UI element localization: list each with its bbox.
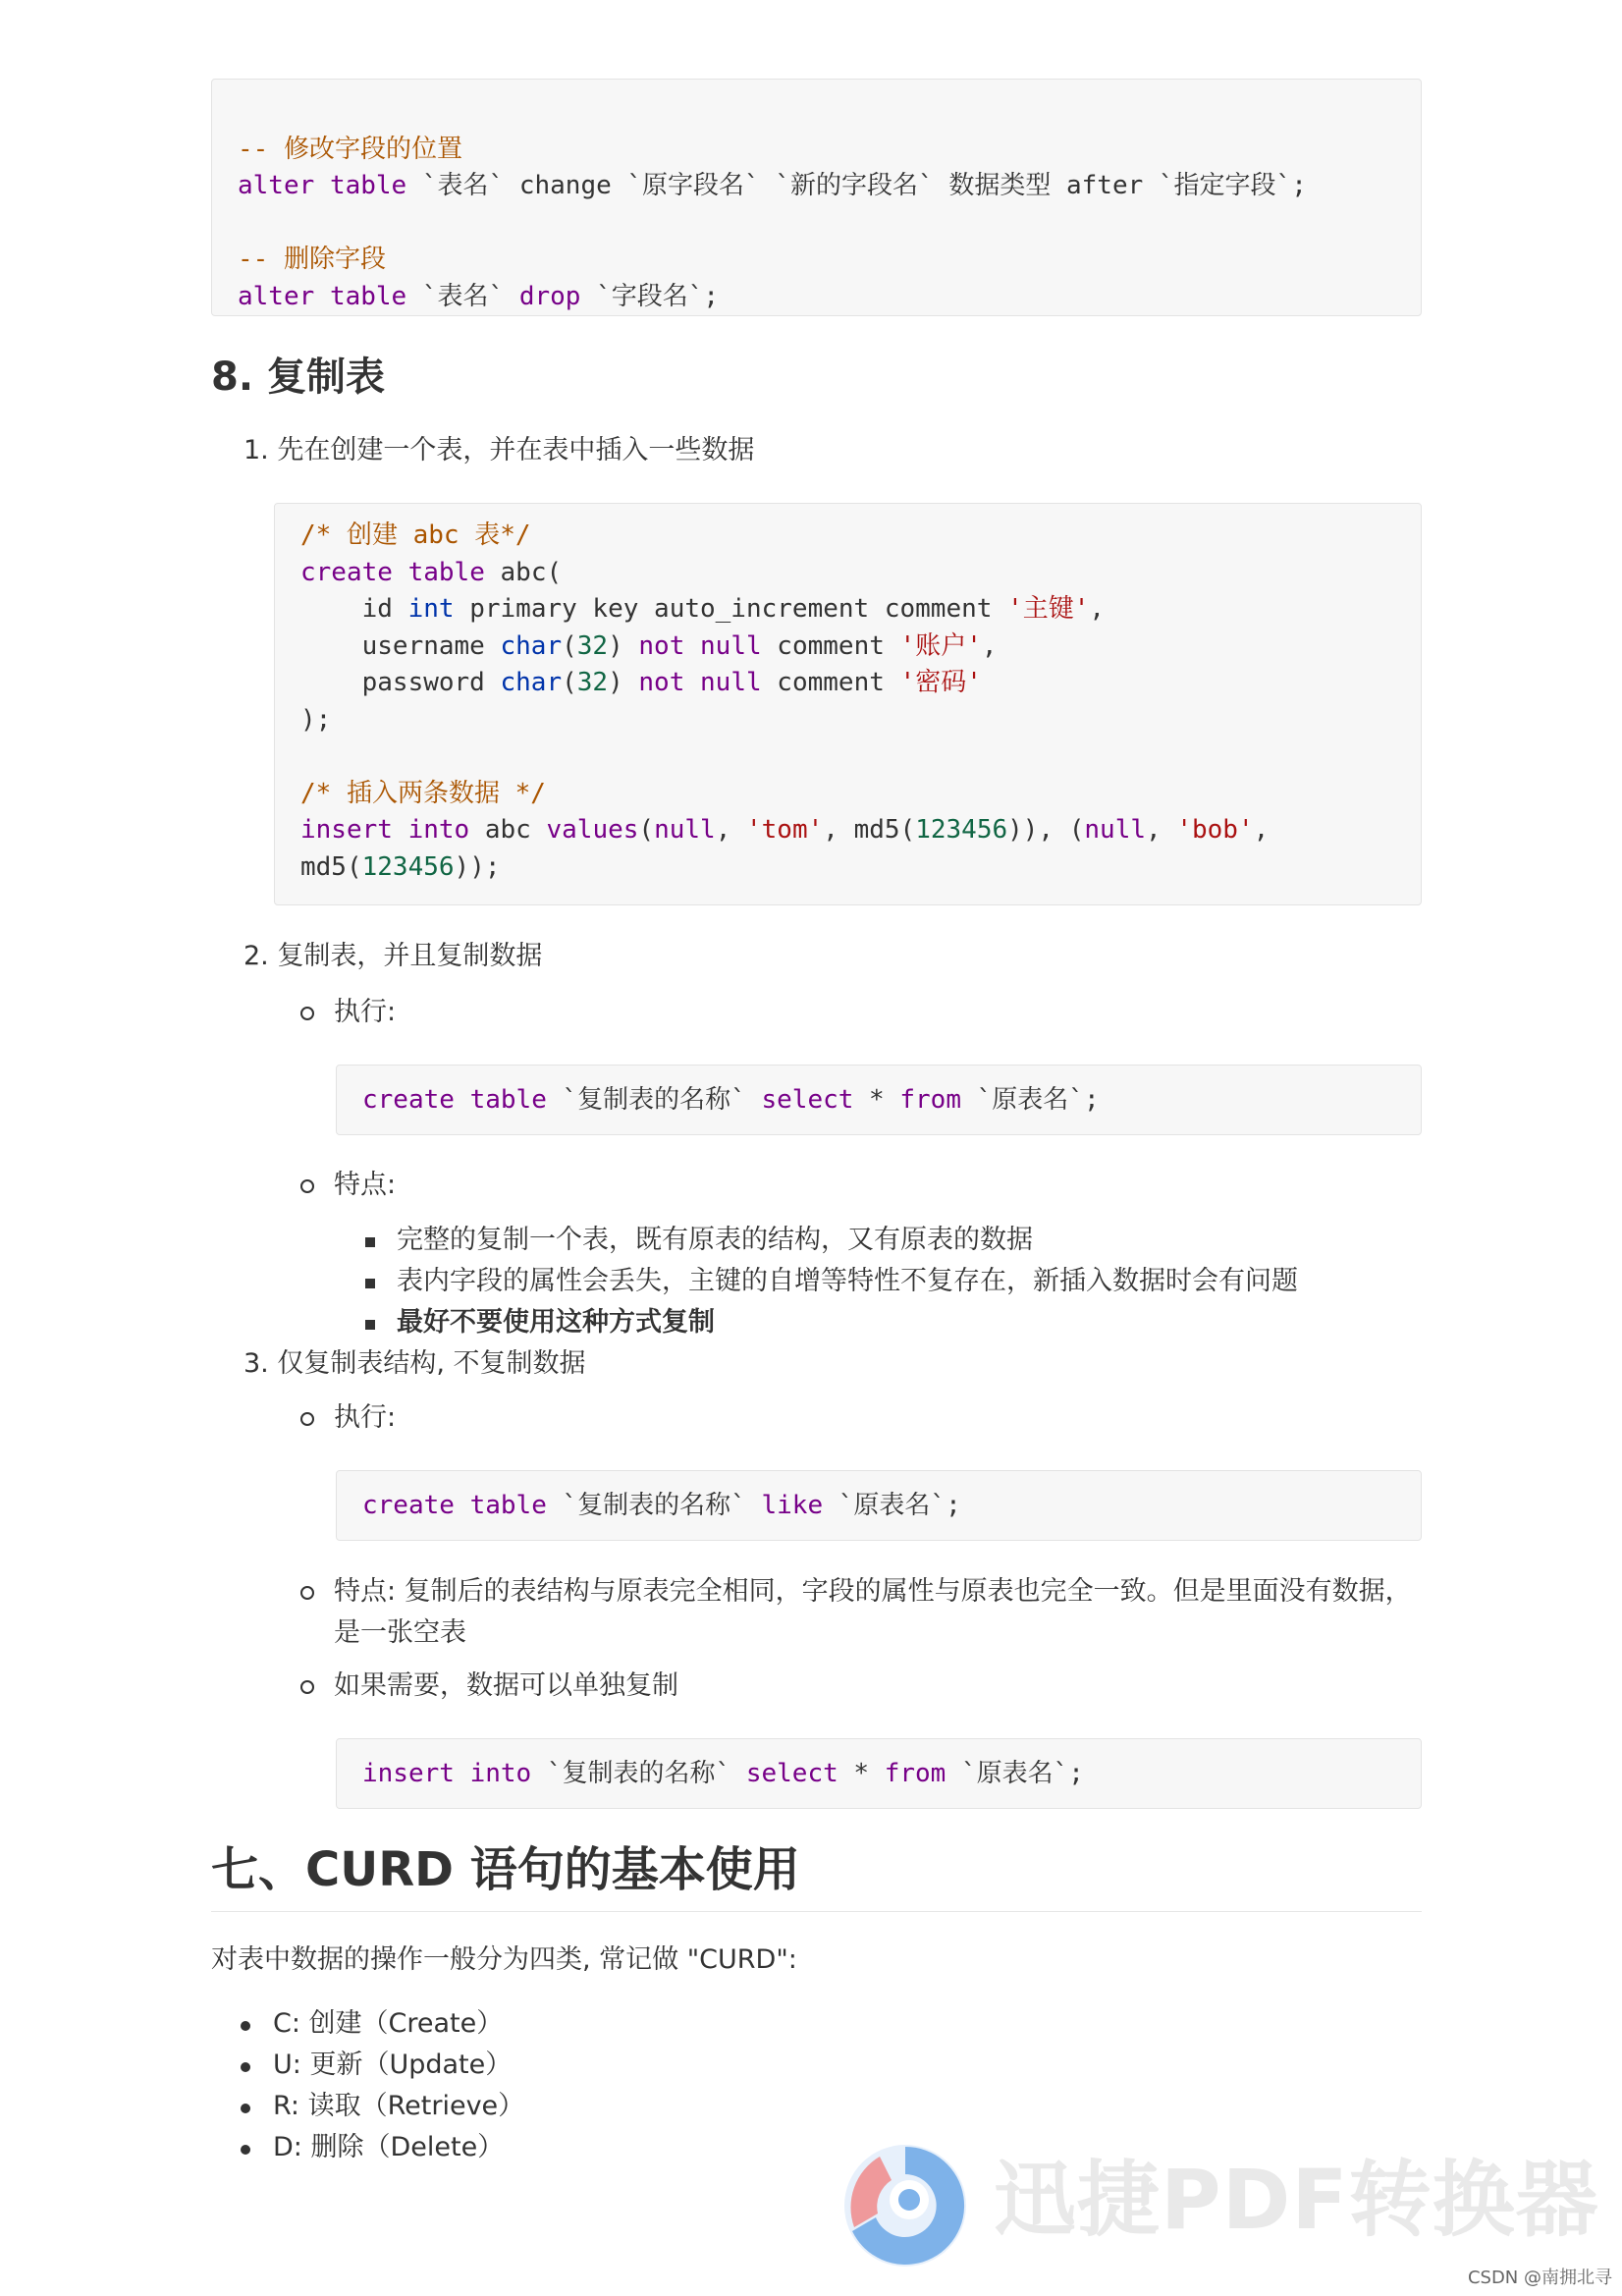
list-item-create-table: 1. 先在创建一个表，并在表中插入一些数据 [243,435,755,465]
code-token: insert [300,815,393,845]
code-token: ( [638,815,655,845]
code-line [300,591,1421,629]
sub-item-features-line1: 特点: 复制后的表结构与原表完全相同，字段的属性与原表也完全一致。但是里面没有数据， [334,1576,1412,1607]
sub-item-features: 特点: [334,1170,397,1200]
curd-item-update: U: 更新（Update） [273,2050,513,2080]
code-token: alter [238,171,315,200]
bullet-circle-icon [300,1412,314,1426]
code-token [314,171,330,200]
code-token: , md5( [823,815,916,845]
code-line [362,1756,1421,1793]
code-token: ) [608,668,639,697]
code-token: * [853,1085,900,1115]
code-token: '密码' [899,668,982,697]
code-line [300,849,1421,887]
code-token: * [838,1759,885,1788]
code-token: create [362,1085,455,1115]
code-token [455,1491,470,1520]
code-token: /* 创建 abc 表*/ [300,520,531,550]
code-token: table [469,1491,547,1520]
code-line [300,776,1421,813]
code-token: `表名` [406,281,519,311]
feature-item: 完整的复制一个表，既有原表的结构，又有原表的数据 [397,1225,1033,1255]
bullet-dot-icon [241,2021,250,2031]
code-token: not [638,668,685,697]
code-token: null [1084,815,1147,845]
code-token: password [300,668,501,697]
code-token: ( [562,668,577,697]
code-token: table [329,281,407,311]
code-token: 32 [576,630,609,661]
code-token: into [469,1759,532,1788]
code-token: null [654,815,716,845]
code-line [362,1488,1421,1525]
bullet-square-icon [365,1279,375,1288]
code-token: int [407,594,455,624]
code-token: -- 修改字段的位置 [238,134,462,164]
code-line [300,812,1421,849]
code-token: '主键' [1007,594,1090,624]
code-line [300,665,1421,702]
code-token: )); [454,851,501,882]
watermark-text: 迅捷PDF转换器 [994,2152,1599,2248]
sub-item-execute: 执行: [334,997,397,1027]
code-token: /* 插入两条数据 */ [300,778,546,808]
code-token: ); [300,704,332,735]
code-token: , [1089,594,1106,624]
code-line [300,518,1421,555]
code-token: `复制表的名称` [546,1085,762,1115]
code-token: from [884,1759,946,1788]
code-block-create-like [336,1470,1422,1541]
code-token: -- 删除字段 [238,245,386,274]
code-line [238,94,1421,132]
code-token: , [981,630,998,661]
code-token: table [469,1085,547,1115]
code-token: id [300,594,408,624]
code-line [238,279,1421,316]
code-block-insert-select [336,1738,1422,1809]
code-token: abc [469,815,547,845]
code-token [393,815,408,845]
curd-item-delete: D: 删除（Delete） [273,2132,505,2162]
code-token: `原表名`; [961,1085,1100,1115]
code-token: `复制表的名称` [546,1491,762,1520]
bullet-dot-icon [241,2145,250,2155]
code-line [300,738,1421,776]
code-token: into [407,815,470,845]
code-block-modify-fields [211,79,1422,316]
code-token [684,668,700,697]
bullet-circle-icon [300,1007,314,1020]
code-line [238,205,1421,243]
code-token: create [362,1491,455,1520]
code-token: from [899,1085,961,1115]
code-token: select [761,1085,854,1115]
code-token [393,558,408,587]
code-token: table [329,171,407,200]
bullet-dot-icon [241,2104,250,2113]
code-token: username [300,630,501,661]
code-token: null [700,668,762,697]
curd-item-retrieve: R: 读取（Retrieve） [273,2091,525,2121]
code-token: `字段名`; [580,281,720,311]
code-token: 'bob' [1176,815,1254,845]
curd-intro: 对表中数据的操作一般分为四类, 常记做 "CURD": [211,1944,797,1975]
code-token: md5( [300,851,362,882]
code-token: ( [562,630,577,661]
code-token: 123456 [915,815,1008,845]
code-line [238,132,1421,169]
bullet-square-icon [365,1237,375,1247]
code-token: select [745,1759,838,1788]
code-token: drop [518,281,581,311]
code-token: ) [608,630,639,661]
code-token: create [300,557,393,587]
code-token: , [1253,815,1270,845]
bullet-circle-icon [300,1179,314,1193]
code-token: char [500,630,563,661]
code-token: table [407,557,485,587]
code-token: 32 [576,668,609,697]
pdf-converter-logo-icon [840,2141,974,2270]
heading-divider [211,1911,1422,1912]
code-block-create-abc [274,503,1422,905]
code-token: , [1146,815,1177,845]
code-token: values [546,815,639,845]
code-token: like [761,1491,824,1520]
code-token: char [500,668,563,697]
bullet-circle-icon [300,1586,314,1600]
code-token: )), ( [1007,815,1085,845]
code-token: `复制表的名称` [531,1759,746,1788]
sub-item-features-line2: 是一张空表 [334,1617,466,1648]
code-token: `表名` change `原字段名` `新的字段名` 数据类型 after `指定字段`; [406,171,1307,200]
code-token: `原表名`; [946,1759,1084,1788]
code-token: , [715,815,746,845]
code-token: primary key auto_increment comment [454,594,1008,624]
feature-item: 表内字段的属性会丢失，主键的自增等特性不复存在，新插入数据时会有问题 [397,1266,1298,1296]
code-line [238,168,1421,205]
code-line [300,629,1421,666]
code-token: comment [761,630,900,661]
code-token [314,282,330,311]
code-line [300,555,1421,592]
code-token: null [700,630,762,661]
code-token: alter [238,281,315,311]
code-line [300,702,1421,739]
sub-item-if-needed: 如果需要，数据可以单独复制 [334,1670,678,1701]
footer-credit: CSDN @南拥北寻 [1467,2268,1612,2288]
bullet-square-icon [365,1320,375,1330]
bullet-dot-icon [241,2062,250,2072]
code-token: not [638,630,685,661]
section-heading-copy-table: 8. 复制表 [211,355,385,400]
code-line [362,1082,1421,1120]
list-item-copy-with-data: 2. 复制表，并且复制数据 [243,941,543,971]
code-token [455,1085,470,1115]
feature-item-warning: 最好不要使用这种方式复制 [397,1307,715,1338]
list-item-copy-structure: 3. 仅复制表结构, 不复制数据 [243,1348,586,1379]
code-token: insert [362,1759,455,1788]
code-token [684,631,700,661]
watermark [840,2141,1599,2259]
code-token: 'tom' [746,815,824,845]
bullet-circle-icon [300,1680,314,1694]
code-token [455,1759,470,1788]
code-token: '账户' [899,630,982,661]
code-token: 123456 [361,851,455,882]
curd-item-create: C: 创建（Create） [273,2008,504,2039]
code-block-create-select [336,1065,1422,1135]
code-line [238,242,1421,279]
code-token: comment [761,668,900,697]
section-heading-curd: 七、CURD 语句的基本使用 [211,1842,800,1897]
code-token: `原表名`; [823,1491,961,1520]
code-token: abc( [484,557,563,587]
sub-item-execute: 执行: [334,1402,397,1433]
